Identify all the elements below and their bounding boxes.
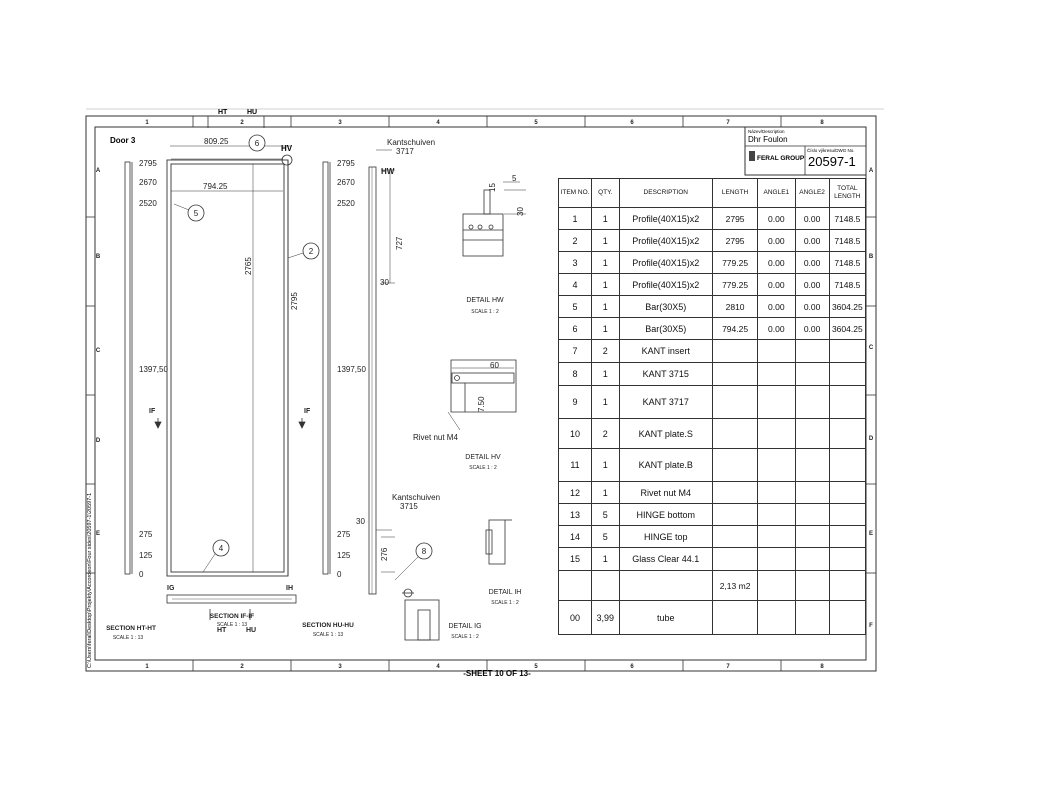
- table-row: [559, 548, 866, 571]
- zone-row-b-right: B: [868, 254, 874, 260]
- mid-dim-2520: 2520: [337, 199, 355, 208]
- bom-cell-qty: 1: [592, 482, 620, 504]
- mid-dim-1397: 1397,50: [337, 365, 366, 374]
- zone-col-8-top: 8: [820, 120, 824, 126]
- bom-cell-angle2: 0.00: [795, 208, 829, 230]
- zone-row-e-right: E: [868, 531, 874, 537]
- hw-dim-5: 5: [512, 174, 517, 183]
- bom-cell-length: [713, 504, 758, 526]
- bom-cell-angle1: [758, 386, 795, 419]
- bom-cell-total-length: [829, 526, 865, 548]
- detail-hw-title: DETAIL HW: [466, 297, 504, 304]
- section-ht-title: SECTION HT-HT: [106, 625, 156, 632]
- zone-row-d-left: D: [95, 438, 101, 444]
- bom-cell-qty: 5: [592, 526, 620, 548]
- zone-col-7-bottom: 7: [726, 664, 730, 670]
- bom-col-item: ITEM NO.: [559, 179, 592, 208]
- bom-cell-item-no: 14: [559, 526, 592, 548]
- bom-cell-length: [713, 386, 758, 419]
- detail-hv-title: DETAIL HV: [465, 454, 501, 461]
- bom-cell-description: HINGE bottom: [619, 504, 713, 526]
- detail-ig-drawing: [402, 589, 439, 640]
- zone-col-3-bottom: 3: [338, 664, 342, 670]
- detail-ig-scale: SCALE 1 : 2: [451, 634, 479, 640]
- bom-cell-length: 2795: [713, 208, 758, 230]
- left-dim-1397: 1397,50: [139, 365, 168, 374]
- zone-col-5-bottom: 5: [534, 664, 538, 670]
- zone-row-d-right: D: [868, 436, 874, 442]
- bom-cell-total-length: 7148.5: [829, 208, 865, 230]
- bom-cell-description: Bar(30X5): [619, 318, 713, 340]
- bom-cell-description: Profile(40X15)x2: [619, 252, 713, 274]
- bom-cell-length: [713, 548, 758, 571]
- bom-cell-qty: 2: [592, 419, 620, 449]
- zone-row-e-left: E: [95, 531, 101, 537]
- bom-cell-angle2: [795, 386, 829, 419]
- bom-cell-description: [619, 571, 713, 601]
- bom-cell-item-no: [559, 571, 592, 601]
- kant-bottom-number: 3715: [400, 502, 418, 511]
- bom-cell-angle1: [758, 340, 795, 363]
- bom-cell-qty: 1: [592, 296, 620, 318]
- detail-ig-title: DETAIL IG: [448, 623, 482, 630]
- bom-cell-description: KANT plate.S: [619, 419, 713, 449]
- bom-cell-length: [713, 526, 758, 548]
- bom-cell-qty: 1: [592, 386, 620, 419]
- bom-col-description: DESCRIPTION: [619, 179, 713, 208]
- left-dim-0: 0: [139, 570, 144, 579]
- bom-col-total-length: TOTAL LENGTH: [829, 179, 865, 208]
- section-if-scale: SCALE 1 : 13: [216, 622, 248, 628]
- hw-dim-15: 15: [488, 183, 497, 192]
- hv-dim-60: 60: [490, 361, 499, 370]
- balloon-4: 4: [218, 544, 224, 553]
- bom-cell-total-length: 7148.5: [829, 274, 865, 296]
- bom-col-qty: QTY.: [592, 179, 620, 208]
- left-dim-275: 275: [139, 530, 153, 539]
- bom-cell-item-no: 8: [559, 363, 592, 386]
- table-row: [559, 482, 866, 504]
- company-name: FERAL GROUP: [757, 155, 805, 162]
- section-mark-hu-bottom: HU: [246, 627, 257, 634]
- bom-cell-qty: 1: [592, 230, 620, 252]
- bom-cell-length: [713, 482, 758, 504]
- section-hu-title: SECTION HU-HU: [302, 622, 354, 629]
- bom-cell-angle2: [795, 571, 829, 601]
- hw-mark: HW: [381, 167, 395, 176]
- hv-mark: HV: [281, 144, 293, 153]
- kant-bottom-label: Kantschuiven: [392, 493, 441, 502]
- bom-cell-length: 2810: [713, 296, 758, 318]
- bom-cell-total-length: [829, 363, 865, 386]
- bom-cell-angle2: [795, 340, 829, 363]
- table-row: [559, 386, 866, 419]
- bom-cell-length: [713, 601, 758, 635]
- bom-cell-item-no: 6: [559, 318, 592, 340]
- bom-cell-qty: 1: [592, 318, 620, 340]
- bom-cell-qty: 1: [592, 548, 620, 571]
- zone-col-4-top: 4: [436, 120, 440, 126]
- bom-cell-angle1: 0.00: [758, 318, 795, 340]
- bom-cell-total-length: [829, 504, 865, 526]
- zone-row-b-left: B: [95, 254, 101, 260]
- bom-cell-item-no: 1: [559, 208, 592, 230]
- bom-cell-total-length: 3604.25: [829, 296, 865, 318]
- bom-cell-angle1: [758, 601, 795, 635]
- bom-cell-angle1: [758, 526, 795, 548]
- detail-hw-drawing: [463, 182, 526, 256]
- bom-cell-qty: 1: [592, 449, 620, 482]
- bom-cell-qty: [592, 571, 620, 601]
- section-ht-scale: SCALE 1 : 13: [112, 635, 144, 641]
- bom-cell-total-length: [829, 449, 865, 482]
- desc-value: Dhr Foulon: [748, 135, 788, 144]
- zone-row-f-right: F: [869, 623, 873, 629]
- bom-cell-item-no: 4: [559, 274, 592, 296]
- bom-cell-total-length: [829, 548, 865, 571]
- bom-cell-angle2: [795, 363, 829, 386]
- section-mark-if-right: IF: [304, 408, 311, 415]
- bom-cell-angle1: 0.00: [758, 208, 795, 230]
- zone-col-3-top: 3: [338, 120, 342, 126]
- section-marks-top: [208, 109, 264, 128]
- bom-cell-item-no: 9: [559, 386, 592, 419]
- bom-cell-length: 779.25: [713, 274, 758, 296]
- bom-cell-angle2: 0.00: [795, 274, 829, 296]
- balloon-2: 2: [308, 247, 314, 256]
- bom-cell-description: Profile(40X15)x2: [619, 230, 713, 252]
- balloon-8: 8: [421, 547, 427, 556]
- mid-dim-125: 125: [337, 551, 351, 560]
- zone-col-4-bottom: 4: [436, 664, 440, 670]
- bom-cell-length: 794.25: [713, 318, 758, 340]
- section-mark-if-left: IF: [149, 408, 156, 415]
- kant-top-number: 3717: [396, 147, 414, 156]
- left-side-profile: [125, 162, 132, 574]
- bom-table: [558, 178, 866, 635]
- left-dim-125: 125: [139, 551, 153, 560]
- profile-dim-30-top: 30: [380, 278, 389, 287]
- hw-dim-30: 30: [516, 207, 525, 216]
- bom-cell-angle1: 0.00: [758, 274, 795, 296]
- bom-cell-length: [713, 449, 758, 482]
- dim-top-width: 809.25: [204, 137, 229, 146]
- section-mark-ht-top: HT: [218, 109, 228, 116]
- bom-cell-item-no: 5: [559, 296, 592, 318]
- bom-cell-angle2: 0.00: [795, 252, 829, 274]
- hv-dim-750: 7.50: [477, 396, 486, 412]
- dim-height-outer: 2795: [290, 292, 299, 310]
- bom-cell-item-no: 12: [559, 482, 592, 504]
- bom-cell-angle1: 0.00: [758, 230, 795, 252]
- door-label: Door 3: [110, 136, 136, 145]
- zone-col-8-bottom: 8: [820, 664, 824, 670]
- table-row: [559, 571, 866, 601]
- bom-cell-description: KANT plate.B: [619, 449, 713, 482]
- mid-dim-275: 275: [337, 530, 351, 539]
- table-row: [559, 340, 866, 363]
- zone-col-2-bottom: 2: [240, 664, 244, 670]
- mid-dim-2670: 2670: [337, 178, 355, 187]
- profile-dim-30-bottom: 30: [356, 517, 365, 526]
- kant-profile: [369, 150, 395, 594]
- bom-cell-angle1: [758, 363, 795, 386]
- company-logo-icon: [749, 151, 755, 161]
- zone-row-c-right: C: [868, 345, 874, 351]
- detail-ih-scale: SCALE 1 : 2: [491, 600, 519, 606]
- door-front-view: [167, 146, 290, 576]
- table-row: [559, 230, 866, 252]
- bom-cell-description: Glass Clear 44.1: [619, 548, 713, 571]
- bom-cell-item-no: 2: [559, 230, 592, 252]
- bom-cell-total-length: 7148.5: [829, 252, 865, 274]
- bom-cell-item-no: 3: [559, 252, 592, 274]
- zone-row-c-left: C: [95, 348, 101, 354]
- bom-cell-angle1: [758, 419, 795, 449]
- bom-cell-description: Bar(30X5): [619, 296, 713, 318]
- detail-hv-scale: SCALE 1 : 2: [469, 465, 497, 471]
- dwg-number: 20597-1: [808, 154, 856, 169]
- zone-col-7-top: 7: [726, 120, 730, 126]
- detail-hv-drawing: [448, 360, 516, 430]
- bom-cell-qty: 1: [592, 252, 620, 274]
- dim-inner-width: 794.25: [203, 182, 228, 191]
- bom-cell-description: Profile(40X15)x2: [619, 208, 713, 230]
- zone-col-5-top: 5: [534, 120, 538, 126]
- zone-col-1-top: 1: [145, 120, 149, 126]
- bom-col-length: LENGTH: [713, 179, 758, 208]
- bom-col-angle1: ANGLE1: [758, 179, 795, 208]
- bom-cell-description: tube: [619, 601, 713, 635]
- bom-cell-description: HINGE top: [619, 526, 713, 548]
- file-path: C:\Users\feral\Desktop\Projekty\Accordeon\Four sides\20597-1\20597-1: [87, 492, 93, 668]
- table-row: [559, 208, 866, 230]
- middle-side-profile: [323, 162, 330, 574]
- bom-cell-qty: 2: [592, 340, 620, 363]
- mark-ih: IH: [286, 585, 293, 592]
- sheet-label: -SHEET 10 OF 13-: [463, 669, 531, 678]
- profile-dim-276: 276: [380, 547, 389, 561]
- bom-cell-angle2: [795, 526, 829, 548]
- bom-cell-angle1: 0.00: [758, 296, 795, 318]
- section-hu-scale: SCALE 1 : 13: [312, 632, 344, 638]
- bom-cell-description: KANT 3715: [619, 363, 713, 386]
- detail-ih-drawing: [486, 520, 512, 564]
- bom-cell-total-length: [829, 482, 865, 504]
- zone-col-2-top: 2: [240, 120, 244, 126]
- zone-row-a-right: A: [868, 168, 874, 174]
- table-row: [559, 601, 866, 635]
- table-row: [559, 274, 866, 296]
- bom-cell-angle2: 0.00: [795, 230, 829, 252]
- zone-col-1-bottom: 1: [145, 664, 149, 670]
- left-dim-2795: 2795: [139, 159, 157, 168]
- detail-ih-title: DETAIL IH: [488, 589, 522, 596]
- bom-cell-total-length: [829, 419, 865, 449]
- bom-cell-angle2: 0.00: [795, 296, 829, 318]
- bom-cell-item-no: 13: [559, 504, 592, 526]
- balloon-6: 6: [254, 139, 260, 148]
- bom-col-angle2: ANGLE2: [795, 179, 829, 208]
- zone-col-6-bottom: 6: [630, 664, 634, 670]
- bom-cell-total-length: [829, 571, 865, 601]
- title-block: [745, 127, 866, 175]
- dwg-caption: Číslo výkresu/DWG No.: [807, 148, 855, 153]
- zone-col-6-top: 6: [630, 120, 634, 126]
- section-if-title: SECTION IF-IF: [209, 613, 255, 620]
- bom-cell-length: [713, 340, 758, 363]
- bom-cell-item-no: 10: [559, 419, 592, 449]
- bom-cell-description: Profile(40X15)x2: [619, 274, 713, 296]
- bom-cell-item-no: 00: [559, 601, 592, 635]
- left-dim-2670: 2670: [139, 178, 157, 187]
- bom-cell-length: [713, 419, 758, 449]
- detail-hw-scale: SCALE 1 : 2: [471, 309, 499, 315]
- bom-cell-angle2: [795, 419, 829, 449]
- bom-cell-description: KANT insert: [619, 340, 713, 363]
- bom-cell-angle1: [758, 449, 795, 482]
- table-row: [559, 318, 866, 340]
- bom-cell-angle2: 0.00: [795, 318, 829, 340]
- table-row: [559, 296, 866, 318]
- table-row: [559, 449, 866, 482]
- bom-cell-length: 779.25: [713, 252, 758, 274]
- bom-cell-total-length: 3604.25: [829, 318, 865, 340]
- bom-cell-qty: 5: [592, 504, 620, 526]
- dim-height-inner: 2765: [244, 257, 253, 275]
- bom-cell-angle2: [795, 482, 829, 504]
- bom-cell-angle2: [795, 504, 829, 526]
- bom-cell-angle2: [795, 449, 829, 482]
- bom-cell-total-length: 7148.5: [829, 230, 865, 252]
- table-row: [559, 252, 866, 274]
- bom-cell-length: [713, 363, 758, 386]
- bom-cell-description: Rivet nut M4: [619, 482, 713, 504]
- bom-cell-total-length: [829, 601, 865, 635]
- bom-cell-angle1: [758, 548, 795, 571]
- bom-cell-angle1: [758, 571, 795, 601]
- mid-dim-2795: 2795: [337, 159, 355, 168]
- balloon-5: 5: [193, 209, 199, 218]
- table-row: [559, 363, 866, 386]
- table-row: [559, 419, 866, 449]
- section-mark-ht-bottom: HT: [217, 627, 227, 634]
- bom-cell-total-length: [829, 340, 865, 363]
- profile-dim-727: 727: [395, 236, 404, 250]
- bom-cell-item-no: 7: [559, 340, 592, 363]
- bom-cell-total-length: [829, 386, 865, 419]
- bom-cell-description: KANT 3717: [619, 386, 713, 419]
- bom-cell-angle1: [758, 504, 795, 526]
- bom-cell-qty: 3,99: [592, 601, 620, 635]
- bom-cell-qty: 1: [592, 363, 620, 386]
- bom-cell-item-no: 15: [559, 548, 592, 571]
- zone-row-a-left: A: [95, 168, 101, 174]
- desc-caption: Název/Description: [748, 129, 785, 134]
- bom-cell-item-no: 11: [559, 449, 592, 482]
- table-row: [559, 526, 866, 548]
- bom-header-row: [559, 179, 866, 208]
- bom-cell-qty: 1: [592, 208, 620, 230]
- bom-cell-qty: 1: [592, 274, 620, 296]
- bom-cell-angle1: 0.00: [758, 252, 795, 274]
- bom-cell-angle2: [795, 548, 829, 571]
- section-mark-hu-top: HU: [247, 109, 258, 116]
- table-row: [559, 504, 866, 526]
- left-dim-2520: 2520: [139, 199, 157, 208]
- bom-cell-length: 2,13 m2: [713, 571, 758, 601]
- kant-top-label: Kantschuiven: [387, 138, 436, 147]
- bom-cell-length: 2795: [713, 230, 758, 252]
- mid-dim-0: 0: [337, 570, 342, 579]
- bom-cell-angle2: [795, 601, 829, 635]
- mark-ig: IG: [167, 585, 175, 592]
- bom-cell-angle1: [758, 482, 795, 504]
- rivet-label: Rivet nut M4: [413, 433, 458, 442]
